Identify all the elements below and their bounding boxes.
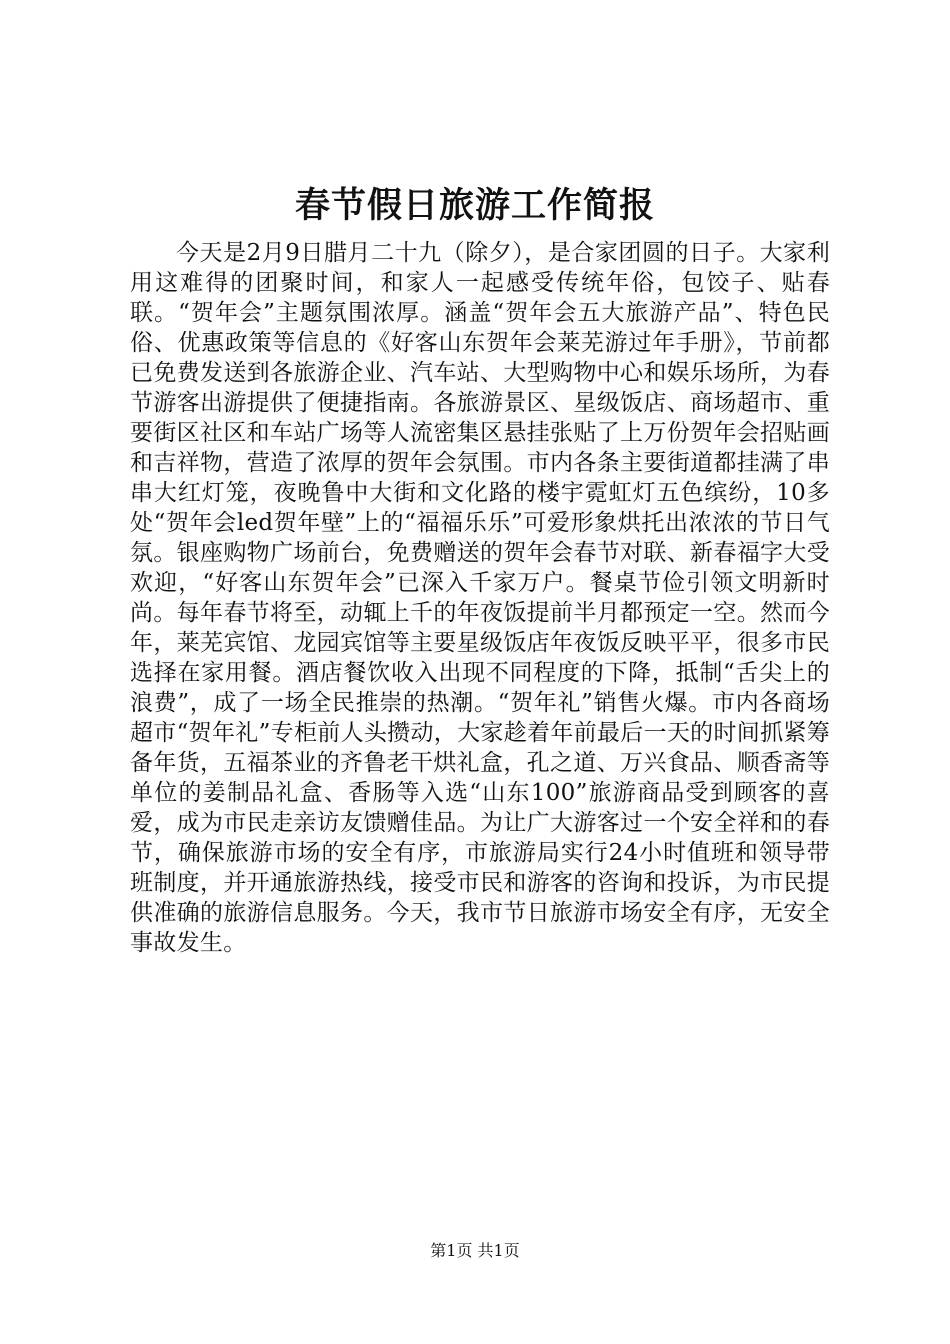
document-title: 春节假日旅游工作简报 [294,185,655,226]
page-number-footer: 第1页 共1页 [430,1241,520,1260]
body-paragraph: 今天是2月9日腊月二十九（除夕），是合家团圆的日子。大家利用这难得的团聚时间，和家人一起感受传统年俗，包饺子、贴春联。“贺年会”主题氛围浓厚。涵盖“贺年会五大旅游产品”、特色民俗、优惠政策等信息的《好客山东贺年会莱芜游过年手册》，节前都已免费发送到各旅游企业、汽车站、大型购物中心和娱乐场所，为春节游客出游提供了便捷指南。各旅游景区、星级饭店、商场超市、重要街区社区和车站广场等人流密集区悬挂张贴了上万份贺年会招贴画和吉祥物，营造了浓厚的贺年会氛围。市内各条主要街道都挂满了串串大红灯笼，夜晚鲁中大街和文化路的楼宇霓虹灯五色缤纷，10多处“贺年会led贺年壁”上的“福福乐乐”可爱形象烘托出浓浓的节日气氛。银座购物广场前台，免费赠送的贺年会春节对联、新春福字大受欢迎，“好客山东贺年会”已深入千家万户。餐桌节俭引领文明新时尚。每年春节将至，动辄上千的年夜饭提前半月都预定一空。然而今年，莱芜宾馆、龙园宾馆等主要星级饭店年夜饭反映平平，很多市民选择在家用餐。酒店餐饮收入出现不同程度的下降，抵制“舌尖上的浪费”，成了一场全民推崇的热潮。“贺年礼”销售火爆。市内各商场超市“贺年礼”专柜前人头攒动，大家趁着年前最后一天的时间抓紧筹备年货，五福茶业的齐鲁老干烘礼盒，孔之道、万兴食品、顺香斋等单位的姜制品礼盒、香肠等入选“山东100”旅游商品受到顾客的喜爱，成为市民走亲访友馈赠佳品。为让广大游客过一个安全祥和的春节，确保旅游市场的安全有序，市旅游局实行24小时值班和领导带班制度，并开通旅游热线，接受市民和游客的咨询和投诉，为市民提供准确的旅游信息服务。今天，我市节日旅游市场安全有序，无安全事故发生。 [130,240,830,956]
